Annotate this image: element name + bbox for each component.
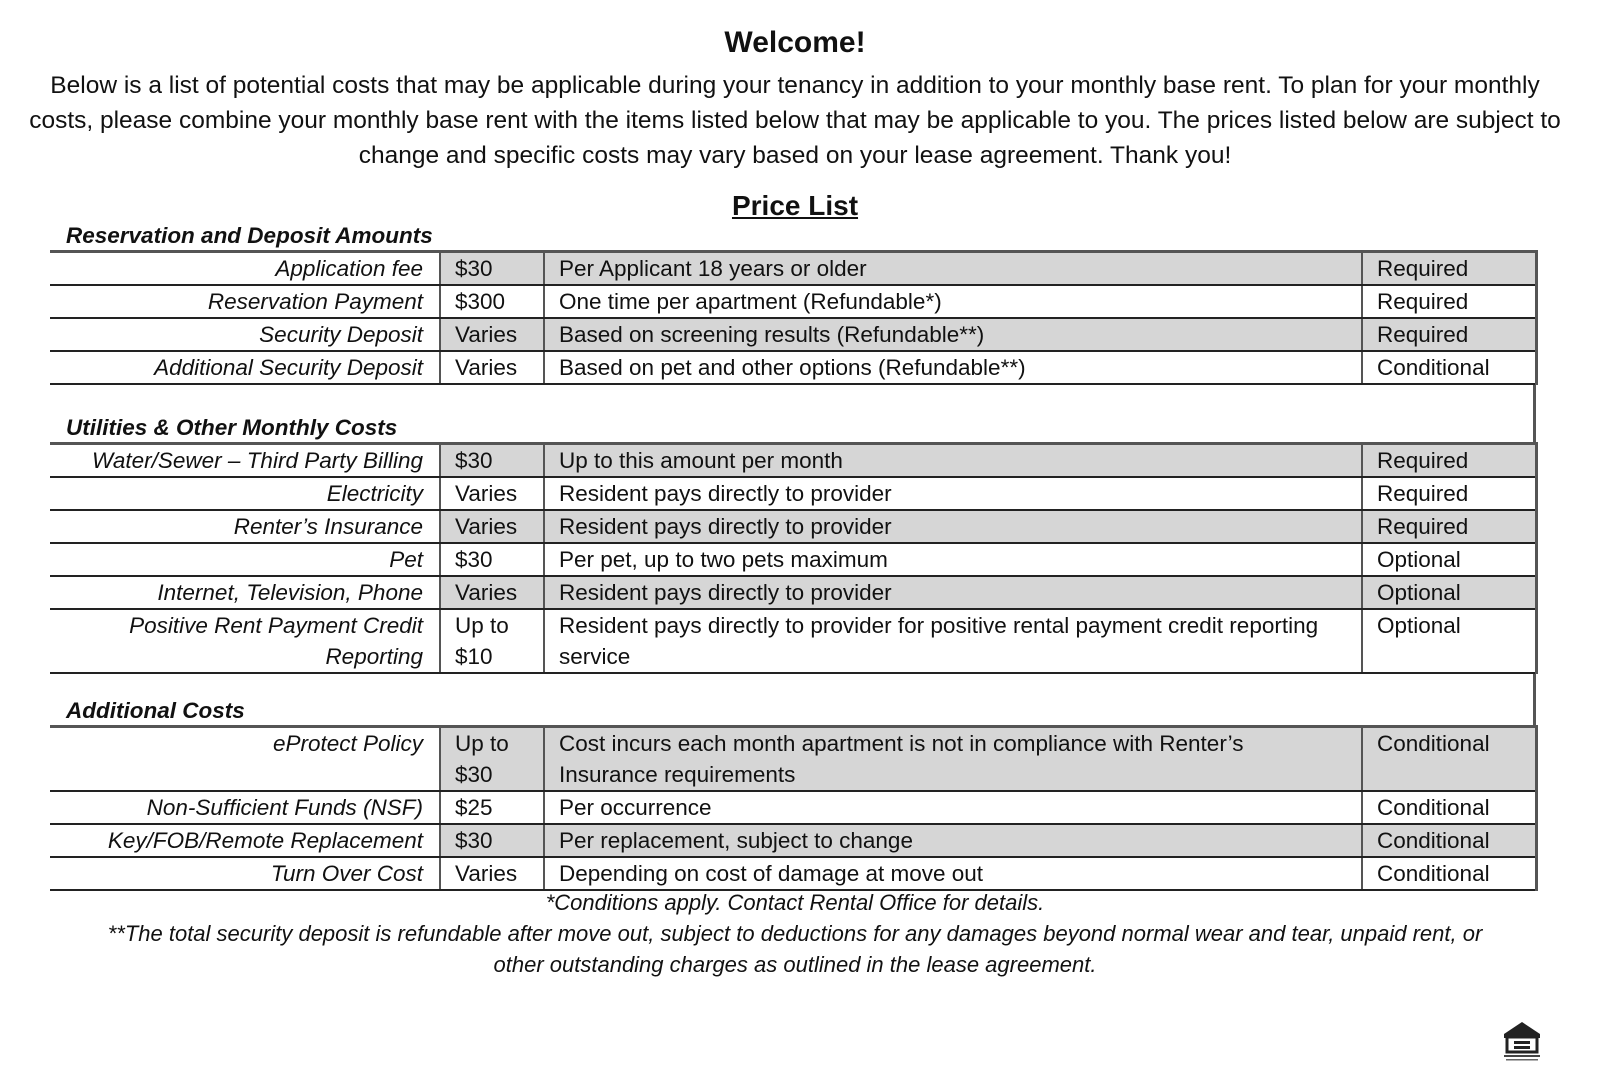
section-title: Utilities & Other Monthly Costs [50, 414, 1536, 442]
row-description: Up to this amount per month [544, 444, 1362, 478]
price-table [50, 442, 1538, 674]
section-reservation-deposit [50, 222, 1536, 421]
table-row [50, 444, 1536, 478]
row-status: Required [1362, 252, 1536, 286]
table-row [50, 791, 1536, 824]
section-title: Additional Costs [50, 697, 1536, 725]
equal-housing-opportunity-icon [1500, 1018, 1544, 1062]
row-label: Non-Sufficient Funds (NSF) [50, 791, 440, 824]
row-description: Per occurrence [544, 791, 1362, 824]
section-utilities-monthly [50, 414, 1536, 710]
row-description: Based on screening results (Refundable**) [544, 318, 1362, 351]
footnote-security-deposit: **The total security deposit is refundable after move out, subject to deductions for any damages beyond normal wear and tear, unpaid rent, or other outstanding charges as outlined in the lease agreement. [107, 921, 1483, 977]
price-table [50, 725, 1538, 891]
row-status: Conditional [1362, 727, 1536, 792]
row-description: Based on pet and other options (Refundable**) [544, 351, 1362, 384]
row-amount: Varies [440, 351, 544, 384]
row-amount: Varies [440, 510, 544, 543]
table-row [50, 576, 1536, 609]
row-description: One time per apartment (Refundable*) [544, 285, 1362, 318]
row-amount: Up to $10 [440, 609, 544, 673]
row-amount: Varies [440, 857, 544, 890]
welcome-heading: Welcome! [724, 26, 866, 59]
row-label: Reservation Payment [50, 285, 440, 318]
table-row [50, 351, 1536, 384]
row-amount: $25 [440, 791, 544, 824]
row-status: Conditional [1362, 351, 1536, 384]
row-amount: Up to $30 [440, 727, 544, 792]
row-amount: $30 [440, 824, 544, 857]
row-label: Internet, Television, Phone [50, 576, 440, 609]
row-label: Electricity [50, 477, 440, 510]
table-row [50, 477, 1536, 510]
table-row [50, 857, 1536, 890]
price-table [50, 250, 1538, 385]
row-label: Water/Sewer – Third Party Billing [50, 444, 440, 478]
row-label: Turn Over Cost [50, 857, 440, 890]
row-label: Additional Security Deposit [50, 351, 440, 384]
row-amount: $30 [440, 252, 544, 286]
table-row [50, 543, 1536, 576]
row-description: Per Applicant 18 years or older [544, 252, 1362, 286]
footnote-conditions: *Conditions apply. Contact Rental Office for details. [545, 890, 1045, 915]
row-amount: $30 [440, 543, 544, 576]
row-status: Conditional [1362, 824, 1536, 857]
row-description: Per pet, up to two pets maximum [544, 543, 1362, 576]
table-row [50, 252, 1536, 286]
table-row [50, 824, 1536, 857]
table-row [50, 318, 1536, 351]
section-title: Reservation and Deposit Amounts [66, 223, 433, 248]
table-row [50, 510, 1536, 543]
row-amount: $30 [440, 444, 544, 478]
row-label: Key/FOB/Remote Replacement [50, 824, 440, 857]
row-description: Per replacement, subject to change [544, 824, 1362, 857]
row-description: Depending on cost of damage at move out [544, 857, 1362, 890]
row-description: Cost incurs each month apartment is not in compliance with Renter’s Insurance requirements [544, 727, 1362, 792]
price-list-title: Price List [731, 190, 859, 221]
section-additional-costs [50, 697, 1536, 891]
row-label: Security Deposit [50, 318, 440, 351]
table-row [50, 285, 1536, 318]
row-description: Resident pays directly to provider [544, 510, 1362, 543]
intro-paragraph: Below is a list of potential costs that may be applicable during your tenancy in addition to your monthly base rent. To plan for your monthly costs, please combine your monthly base rent with the items listed below that may be applicable to you. The prices listed below are subject to change and specific costs may vary based on your lease agreement. Thank you! [29, 72, 1561, 169]
row-description: Resident pays directly to provider [544, 576, 1362, 609]
row-status: Optional [1362, 543, 1536, 576]
row-label: Positive Rent Payment Credit Reporting [50, 609, 440, 673]
row-status: Optional [1362, 609, 1536, 673]
row-status: Required [1362, 477, 1536, 510]
row-label: Renter’s Insurance [50, 510, 440, 543]
row-amount: Varies [440, 477, 544, 510]
row-status: Required [1362, 285, 1536, 318]
row-amount: $300 [440, 285, 544, 318]
table-row [50, 609, 1536, 673]
row-status: Conditional [1362, 791, 1536, 824]
row-amount: Varies [440, 318, 544, 351]
row-status: Required [1362, 444, 1536, 478]
row-status: Optional [1362, 576, 1536, 609]
row-status: Required [1362, 318, 1536, 351]
row-description: Resident pays directly to provider [544, 477, 1362, 510]
row-label: Application fee [50, 252, 440, 286]
row-amount: Varies [440, 576, 544, 609]
row-status: Required [1362, 510, 1536, 543]
row-description: Resident pays directly to provider for positive rental payment credit reporting service [544, 609, 1362, 673]
row-label: eProtect Policy [50, 727, 440, 792]
table-row [50, 727, 1536, 792]
row-label: Pet [50, 543, 440, 576]
row-status: Conditional [1362, 857, 1536, 890]
